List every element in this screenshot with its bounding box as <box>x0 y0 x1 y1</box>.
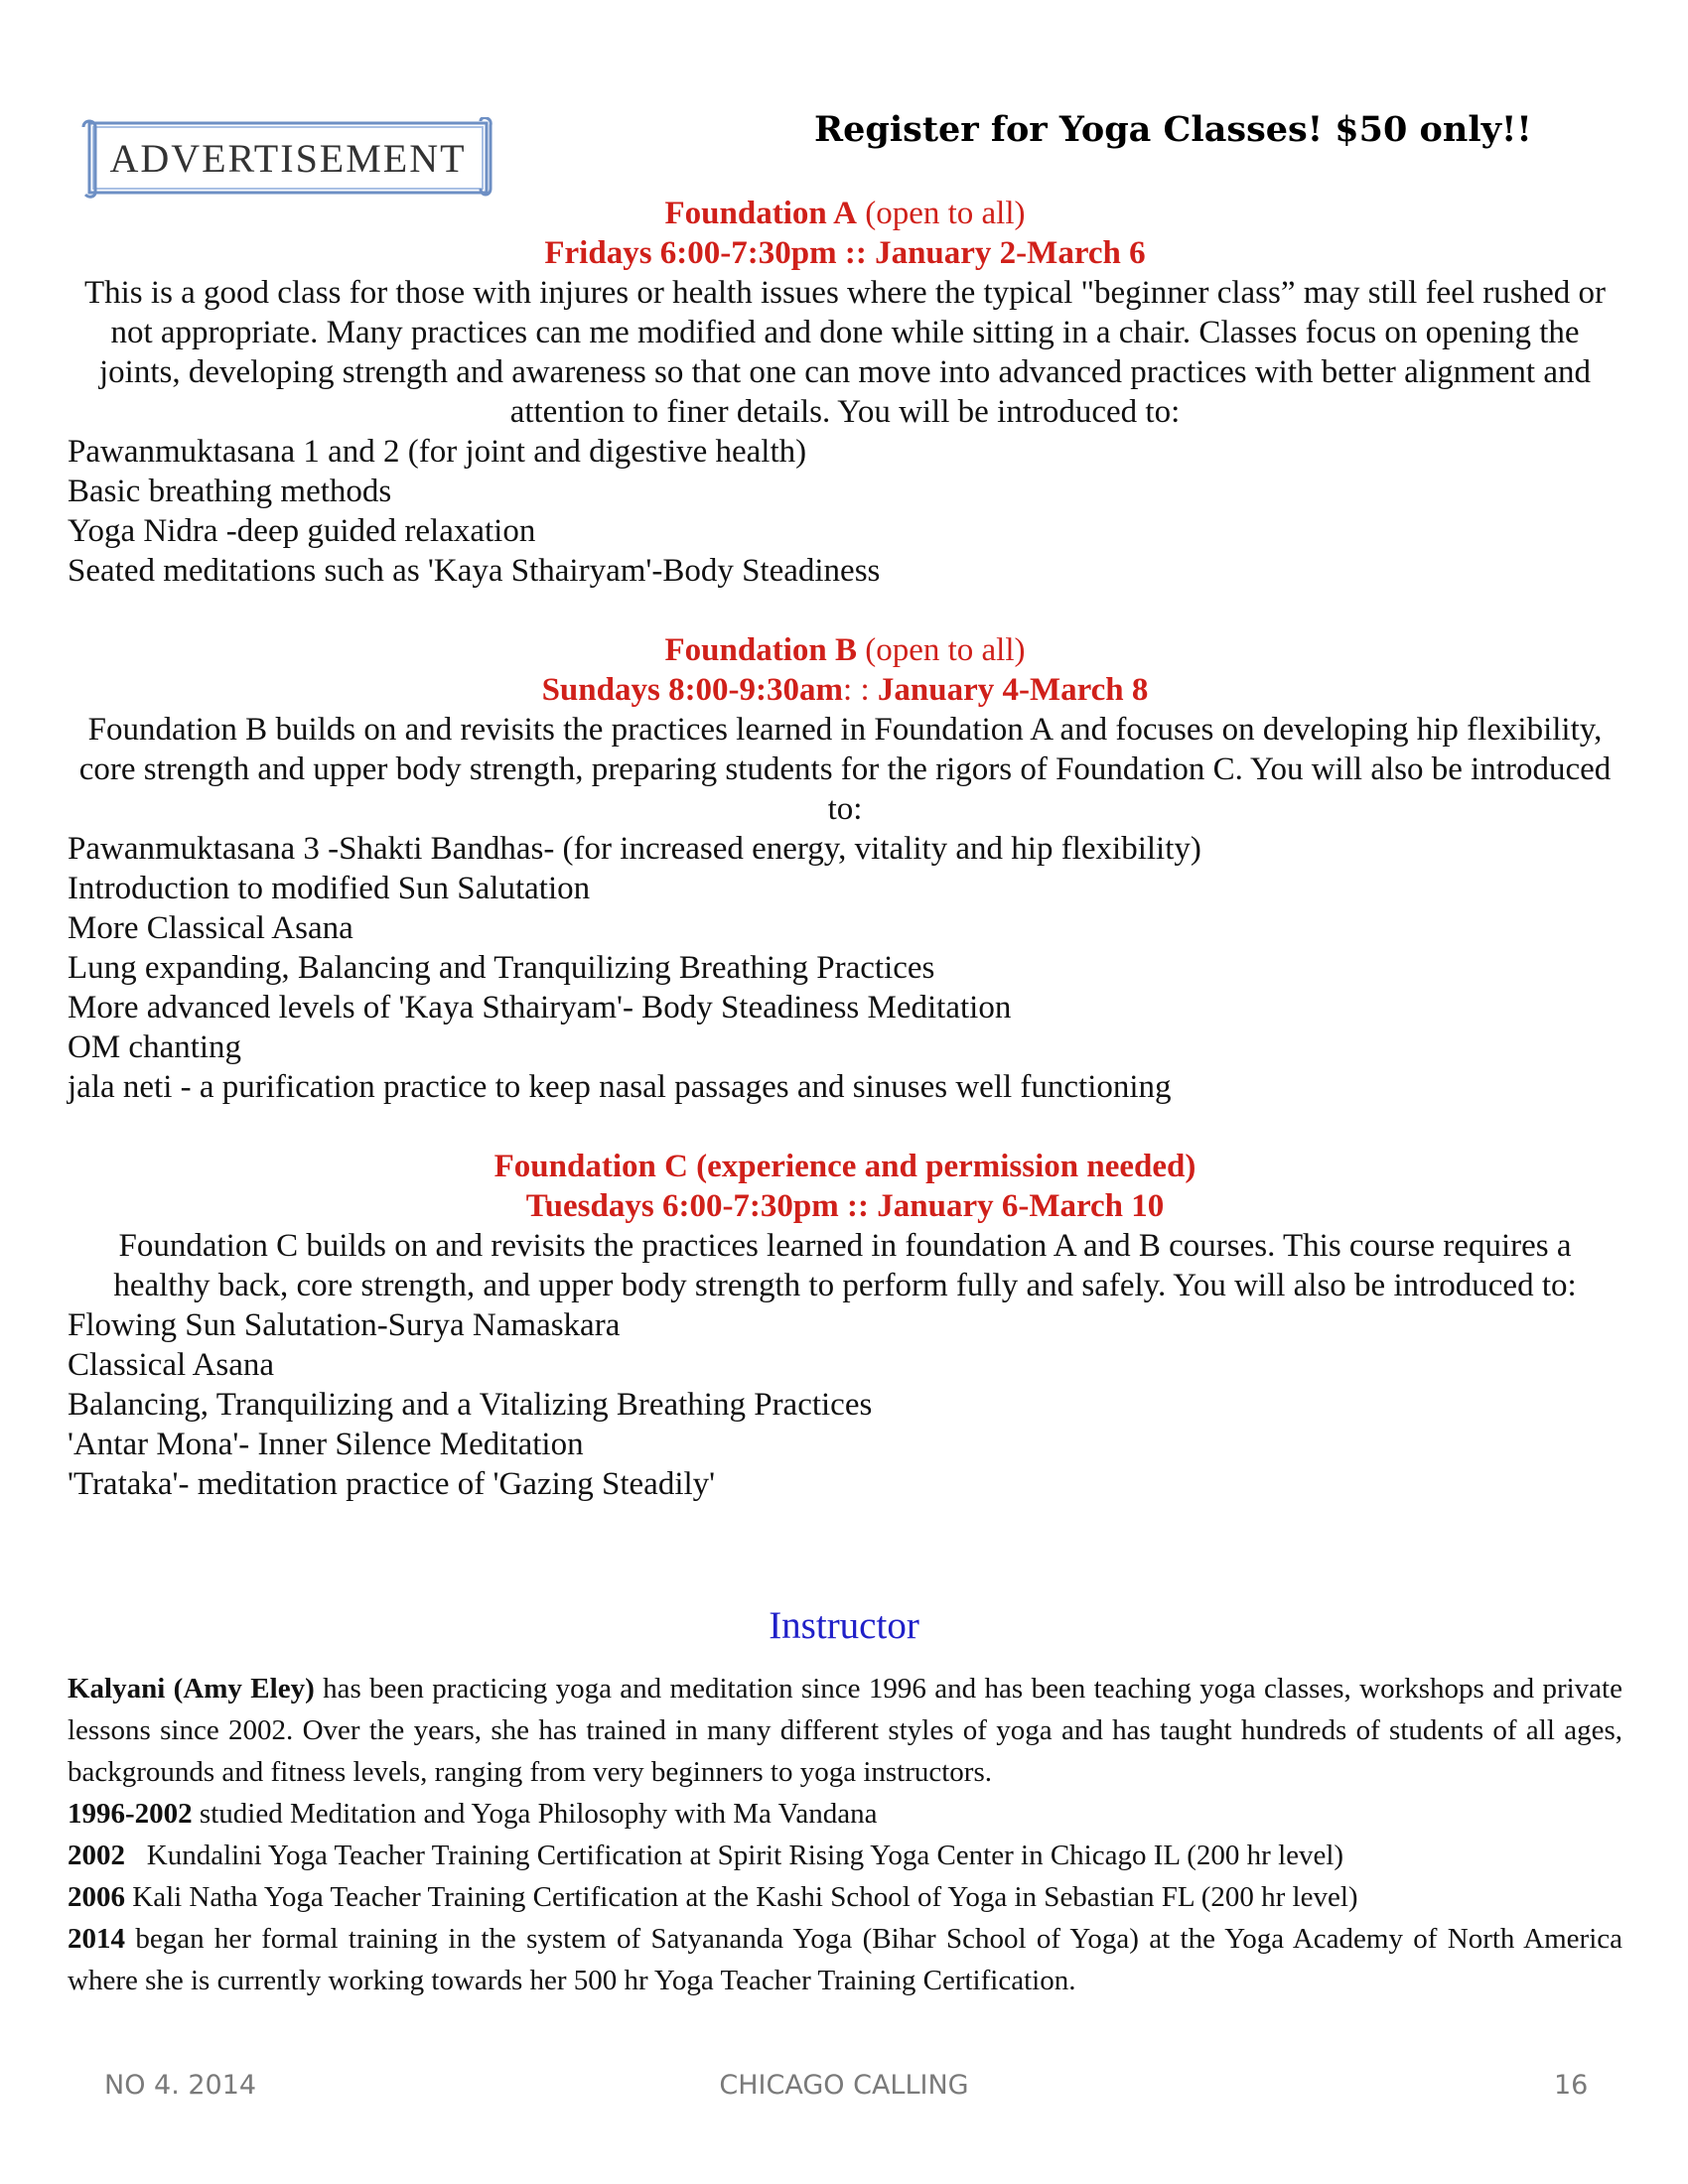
timeline-entry: 2002 Kundalini Yoga Teacher Training Certification at Spirit Rising Yoga Center in Chicago IL (200 hr level) <box>68 1840 1344 1871</box>
list-item: Lung expanding, Balancing and Tranquilizing Breathing Practices <box>68 950 935 986</box>
list-item: Introduction to modified Sun Salutation <box>68 871 591 906</box>
foundation-a-schedule: Fridays 6:00-7:30pm :: January 2-March 6 <box>544 235 1146 271</box>
list-item: Balancing, Tranquilizing and a Vitalizing Breathing Practices <box>68 1387 873 1423</box>
list-item: Basic breathing methods <box>68 474 392 509</box>
list-item: Yoga Nidra -deep guided relaxation <box>68 513 536 549</box>
foundation-b-list <box>68 829 1622 1107</box>
list-item: 'Antar Mona'- Inner Silence Meditation <box>68 1427 584 1462</box>
foundation-c-section <box>68 1147 1622 1504</box>
timeline-entry: 1996-2002 studied Meditation and Yoga Philosophy with Ma Vandana <box>68 1798 878 1830</box>
footer-page-number: 16 <box>1554 2070 1589 2101</box>
page-footer <box>0 2070 1688 2110</box>
instructor-name: Kalyani (Amy Eley) <box>68 1673 315 1705</box>
foundation-b-schedule: Sundays 8:00-9:30am: : January 4-March 8 <box>541 672 1149 708</box>
foundation-a-section <box>68 194 1622 591</box>
foundation-b-description: Foundation B builds on and revisits the practices learned in Foundation A and focuses on developing hip flexibility, core strength and upper body strength, preparing students for the rigors of Foundation C. You will also be introduced to: <box>78 712 1612 827</box>
bio-intro: Kalyani (Amy Eley) has been practicing yoga and meditation since 1996 and has been teaching yoga classes, workshops and private lessons since 2002. Over the years, she has trained in many different styles of yoga and has taught hundreds of students of all ages, backgrounds and fitness levels, ranging from very beginners to yoga instructors. <box>68 1673 1622 1788</box>
foundation-b-title: Foundation B (open to all) <box>664 632 1026 668</box>
footer-issue: NO 4. 2014 <box>104 2070 257 2101</box>
foundation-a-list <box>68 432 1622 591</box>
foundation-c-schedule: Tuesdays 6:00-7:30pm :: January 6-March 10 <box>525 1188 1165 1224</box>
foundation-c-list <box>68 1305 1622 1504</box>
list-item: jala neti - a purification practice to keep nasal passages and sinuses well functioning <box>68 1069 1172 1105</box>
list-item: More Classical Asana <box>68 910 353 946</box>
footer-publication: CHICAGO CALLING <box>719 2070 969 2101</box>
foundation-a-description: This is a good class for those with injures or health issues where the typical "beginner class” may still feel rushed or not appropriate. Many practices can me modified and done while sitting in a chair. Classes focus on opening the joints, developing strength and awareness so that one can move into advanced practices with better alignment and attention to finer details. You will be introduced to: <box>83 275 1606 430</box>
list-item: Flowing Sun Salutation-Surya Namaskara <box>68 1307 621 1343</box>
list-item: Pawanmuktasana 1 and 2 (for joint and digestive health) <box>68 434 807 470</box>
foundation-c-title: Foundation C (experience and permission needed) <box>493 1149 1196 1184</box>
list-item: 'Trataka'- meditation practice of 'Gazing Steadily' <box>68 1466 716 1502</box>
instructor-bio <box>68 1668 1622 2001</box>
timeline-entry: 2014 began her formal training in the system of Satyananda Yoga (Bihar School of Yoga) at the Yoga Academy of North America where she is currently working towards her 500 hr Yoga Teacher Training Certification. <box>68 1923 1622 1996</box>
instructor-heading: Instructor <box>769 1604 919 1647</box>
foundation-c-description: Foundation C builds on and revisits the practices learned in foundation A and B courses. This course requires a healthy back, core strength, and upper body strength to perform fully and safely. You will also be introduced to: <box>113 1228 1577 1303</box>
list-item: OM chanting <box>68 1029 242 1065</box>
page-headline: Register for Yoga Classes! $50 only!! <box>814 109 1532 150</box>
list-item: Pawanmuktasana 3 -Shakti Bandhas- (for increased energy, vitality and hip flexibility) <box>68 831 1201 867</box>
timeline-entry: 2006 Kali Natha Yoga Teacher Training Certification at the Kashi School of Yoga in Sebastian FL (200 hr level) <box>68 1881 1358 1913</box>
list-item: More advanced levels of 'Kaya Sthairyam'- Body Steadiness Meditation <box>68 990 1012 1025</box>
foundation-a-title: Foundation A (open to all) <box>664 196 1026 231</box>
advertisement-label: ADVERTISEMENT <box>109 135 467 181</box>
list-item: Seated meditations such as 'Kaya Sthairyam'-Body Steadiness <box>68 553 881 589</box>
list-item: Classical Asana <box>68 1347 275 1383</box>
foundation-b-section <box>68 630 1622 1107</box>
advertisement-banner <box>79 117 496 199</box>
